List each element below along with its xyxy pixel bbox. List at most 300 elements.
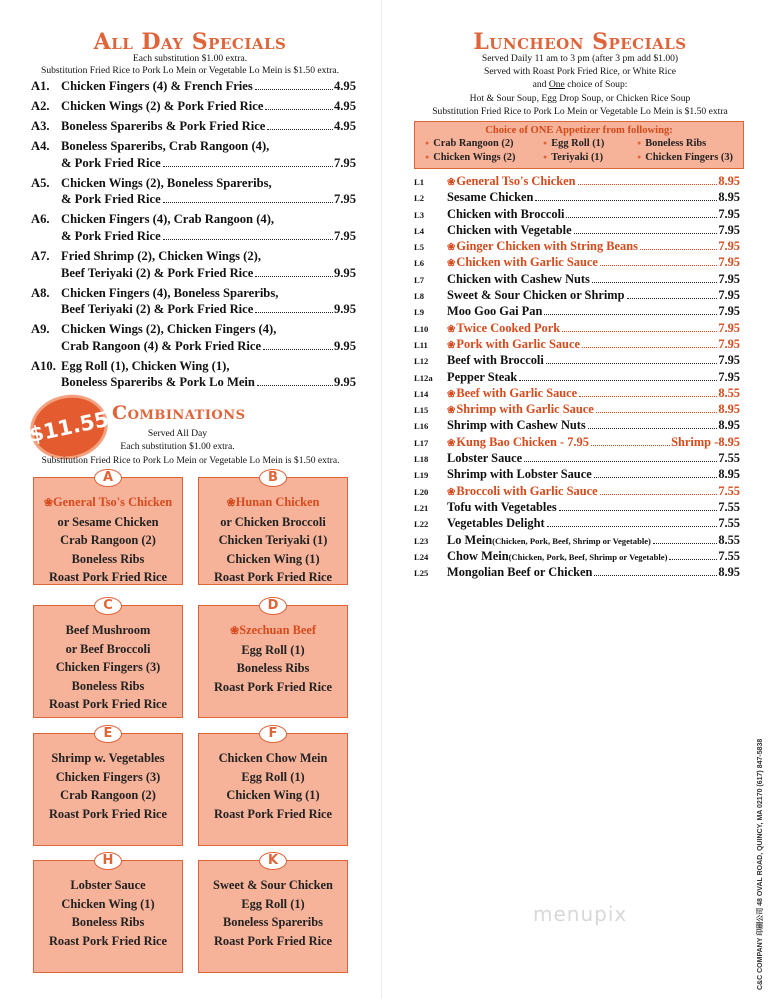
item-name: Chicken with Broccoli: [447, 206, 565, 221]
item-code: L5: [414, 242, 425, 253]
luncheon-item: [414, 190, 740, 206]
combo-item: Roast Pork Fried Rice: [48, 570, 168, 585]
item-text: [61, 211, 356, 244]
combo-item: Egg Roll (1): [241, 642, 305, 657]
item-name: Sesame Chicken: [447, 190, 534, 205]
combination-price: $11.55: [26, 406, 112, 448]
item-text: [447, 533, 740, 548]
combo-line: [34, 913, 182, 932]
item-name: Beef Teriyaki (2) & Pork Fried Rice: [61, 302, 254, 317]
item-text: [61, 358, 356, 391]
item-text: [447, 255, 740, 270]
all-day-item: [31, 138, 356, 171]
combo-line: [199, 768, 347, 787]
combo-line: [34, 895, 182, 914]
combo-letter: K: [259, 852, 287, 870]
item-code: L11: [414, 339, 428, 350]
item-line: [61, 191, 356, 208]
item-line: [61, 301, 356, 318]
dot-leader: [574, 233, 718, 234]
combo-line: [199, 621, 347, 641]
item-text: [447, 565, 740, 580]
item-price: 8.95: [718, 418, 740, 433]
item-line: [61, 228, 356, 245]
item-options: (Chicken, Pork, Beef, Shrimp or Vegetable): [508, 551, 668, 562]
dot-leader: [594, 477, 718, 478]
combo-box-e: [33, 726, 183, 846]
item-text: [61, 175, 356, 208]
dot-leader: [653, 543, 717, 544]
item-code: L23: [414, 535, 429, 546]
item-name: Lobster Sauce: [447, 451, 523, 466]
item-price: 7.55: [718, 451, 740, 466]
item-code: A7.: [31, 249, 50, 264]
dot-leader: [263, 349, 333, 350]
luncheon-item: [414, 207, 740, 223]
luncheon-item: [414, 304, 740, 320]
item-price: 8.95: [718, 190, 740, 205]
dot-leader: [600, 265, 717, 266]
combo-line: [34, 749, 182, 768]
item-name: Boneless Spareribs & Pork Lo Mein: [61, 375, 255, 390]
dot-leader: [627, 298, 718, 299]
luncheon-item: [414, 223, 740, 239]
item-name: & Pork Fried Rice: [61, 228, 161, 243]
combo-item: Crab Rangoon (2): [60, 533, 156, 548]
appetizer-option: ● Teriyaki (1): [543, 151, 637, 165]
item-price: 7.95: [718, 239, 740, 254]
luncheon-item: [414, 288, 740, 304]
combo-item: Egg Roll (1): [241, 769, 305, 784]
combo-letter: D: [259, 597, 287, 615]
item-price: 4.95: [333, 79, 356, 93]
item-name: Chicken Wings (2), Chicken Fingers (4),: [61, 322, 277, 337]
item-code: L12a: [414, 372, 433, 383]
luncheon-item: [414, 565, 740, 581]
all-day-sub1: Each substitution $1.00 extra.: [132, 53, 248, 64]
combinations-title: Combinations: [112, 402, 246, 424]
item-name: Beef with Broccoli: [447, 353, 544, 368]
combo-line: [34, 550, 182, 569]
combo-line: [199, 513, 347, 532]
dot-leader: [255, 312, 333, 313]
luncheon-item: [414, 402, 740, 418]
item-code: L15: [414, 405, 429, 416]
item-name: Chicken Fingers (4), Boneless Spareribs,: [61, 285, 279, 300]
luncheon-title: Luncheon Specials: [473, 29, 687, 55]
dot-leader: [255, 276, 333, 277]
dot-leader: [669, 559, 717, 560]
item-code: A10.: [31, 358, 56, 373]
item-code: A3.: [31, 119, 50, 134]
hot-spicy-icon: ❀: [447, 486, 456, 498]
appetizer-option: ● Chicken Wings (2): [425, 151, 543, 165]
item-code: A4.: [31, 139, 50, 154]
item-text: [447, 337, 740, 352]
combinations-sub3: Substitution Fried Rice to Pork Lo Mein or Vegetable Lo Mein is $1.50 extra.: [41, 455, 340, 466]
combo-line: [199, 550, 347, 569]
all-day-item: [31, 321, 356, 354]
item-name: Beef Teriyaki (2) & Pork Fried Rice: [61, 265, 254, 280]
combo-item: Boneless Ribs: [71, 915, 145, 930]
item-price: 7.95: [718, 271, 740, 286]
item-text: [447, 272, 740, 287]
item-line: [61, 138, 356, 155]
all-day-item: [31, 248, 356, 281]
item-name: Egg Roll (1), Chicken Wing (1),: [61, 358, 230, 373]
combo-item: Beef Mushroom: [65, 623, 151, 637]
item-text: [447, 321, 740, 336]
item-code: L6: [414, 258, 425, 269]
hot-spicy-icon: ❀: [447, 388, 456, 400]
dot-leader: [588, 428, 718, 429]
item-price: 7.95: [333, 155, 356, 170]
hot-spicy-icon: ❀: [447, 177, 456, 188]
combo-line: [34, 568, 182, 587]
combo-box-b: [198, 470, 348, 585]
item-price: 7.95: [718, 206, 740, 221]
combo-item: Crab Rangoon (2): [60, 788, 156, 803]
item-text: [61, 98, 356, 115]
appetizer-option: ● Egg Roll (1): [543, 137, 637, 151]
combo-line: [199, 659, 347, 678]
item-name: Shrimp with Lobster Sauce: [447, 467, 592, 482]
item-price: 7.95: [333, 228, 356, 243]
combo-line: [199, 749, 347, 768]
item-price: 7.95: [718, 369, 740, 384]
all-day-item: [31, 175, 356, 208]
item-price: 7.55: [718, 516, 740, 531]
item-name: Lo Mein: [447, 532, 493, 547]
combo-line: [34, 768, 182, 787]
item-price: 8.95: [718, 467, 740, 482]
combo-item: Boneless Ribs: [71, 678, 145, 693]
combo-line: [199, 678, 347, 697]
dot-leader: [547, 526, 718, 527]
item-name: Chicken Fingers (4), Crab Rangoon (4),: [61, 212, 275, 227]
combo-item: Shrimp w. Vegetables: [51, 751, 165, 765]
item-name: Moo Goo Gai Pan: [447, 304, 543, 319]
item-name: Boneless Spareribs, Crab Rangoon (4),: [61, 139, 270, 154]
dot-leader: [163, 202, 333, 203]
item-name: Chicken Wings (2) & Pork Fried Rice: [61, 99, 264, 114]
combo-item: Lobster Sauce: [70, 878, 146, 892]
combo-line: [34, 932, 182, 951]
combo-box-k: [198, 853, 348, 973]
dot-leader: [544, 314, 717, 315]
item-line: [61, 118, 356, 135]
item-price: 9.95: [333, 302, 356, 317]
luncheon-item: [414, 484, 740, 500]
combo-item: General Tso's Chicken: [53, 495, 173, 509]
combo-line: [34, 658, 182, 677]
item-code: A6.: [31, 212, 50, 227]
luncheon-item: [414, 174, 740, 190]
combo-line: [34, 640, 182, 659]
item-line: [61, 175, 356, 192]
luncheon-item: [414, 370, 740, 386]
combo-line: [199, 913, 347, 932]
item-code: L16: [414, 421, 429, 432]
combo-item: Roast Pork Fried Rice: [213, 679, 333, 694]
luncheon-item: [414, 386, 740, 402]
all-day-item: [31, 118, 356, 135]
luncheon-item: [414, 533, 740, 549]
combo-line: [34, 531, 182, 550]
dot-leader: [257, 385, 333, 386]
all-day-item: [31, 285, 356, 318]
item-text: [447, 304, 740, 319]
item-text: [447, 402, 740, 417]
item-line: [61, 98, 356, 115]
all-day-item: [31, 211, 356, 244]
item-name: Beef with Garlic Sauce: [456, 385, 578, 400]
item-code: L10: [414, 323, 429, 334]
item-code: L4: [414, 225, 425, 236]
appetizer-option: ● Crab Rangoon (2): [425, 137, 543, 151]
item-name: Chicken with Garlic Sauce: [456, 255, 598, 270]
item-name: Chicken with Cashew Nuts: [447, 271, 590, 286]
combo-line: [34, 621, 182, 640]
item-text: [447, 451, 740, 466]
item-name: Tofu with Vegetables: [447, 499, 557, 514]
item-price: 7.55: [718, 483, 740, 498]
item-name: Shrimp with Cashew Nuts: [447, 418, 586, 433]
item-line: [61, 285, 356, 302]
item-name: Mongolian Beef or Chicken: [447, 565, 593, 580]
combination-price-badge: [28, 391, 110, 463]
item-code: A2.: [31, 99, 50, 114]
item-price: 9.95: [333, 338, 356, 353]
item-text: [447, 549, 740, 564]
appetizer-choice-box: [414, 121, 744, 169]
hot-spicy-icon: ❀: [226, 497, 236, 509]
luncheon-item: [414, 337, 740, 353]
combinations-sub2: Each substitution $1.00 extra.: [120, 441, 235, 452]
dot-leader: [519, 380, 717, 381]
luncheon-sub4: Hot & Sour Soup, Egg Drop Soup, or Chicken Rice Soup: [469, 93, 691, 104]
combo-line: [199, 805, 347, 824]
dot-leader: [255, 89, 333, 90]
dot-leader: [546, 363, 718, 364]
combo-item: Boneless Ribs: [71, 551, 145, 566]
combo-item: Chicken Fingers (3): [55, 660, 161, 675]
all-day-sub2: Substitution Fried Rice to Pork Lo Mein or Vegetable Lo Mein is $1.50 extra.: [41, 65, 339, 76]
combo-item: Chicken Wing (1): [226, 551, 320, 566]
item-price: 7.95: [333, 192, 356, 207]
all-day-item: [31, 358, 356, 391]
combo-item: Roast Pork Fried Rice: [213, 806, 333, 821]
luncheon-item: [414, 435, 740, 451]
soup-one-emphasis: One: [548, 79, 565, 90]
item-name: Sweet & Sour Chicken or Shrimp: [447, 288, 625, 303]
combo-letter: B: [259, 469, 287, 487]
dot-leader: [163, 239, 333, 240]
dot-leader: [566, 217, 717, 218]
item-text: [447, 190, 740, 205]
item-code: L7: [414, 274, 425, 285]
item-name: Twice Cooked Pork: [456, 320, 561, 335]
item-price: 7.95: [718, 222, 740, 237]
item-name: Crab Rangoon (4) & Pork Fried Rice: [61, 338, 262, 353]
combo-item: Chicken Wing (1): [226, 788, 320, 803]
dot-leader: [265, 109, 333, 110]
item-code: L24: [414, 551, 429, 562]
appetizer-choice-title: Choice of ONE Appetizer from following:: [485, 125, 673, 136]
item-name: General Tso's Chicken: [456, 174, 576, 188]
luncheon-item: [414, 239, 740, 255]
luncheon-list: [414, 174, 740, 581]
item-price: 7.95: [718, 304, 740, 319]
combo-item: Egg Roll (1): [241, 896, 305, 911]
luncheon-item: [414, 451, 740, 467]
combo-box-f: [198, 726, 348, 846]
dot-leader: [163, 166, 333, 167]
combo-line: [34, 805, 182, 824]
item-line: [61, 338, 356, 355]
combo-letter: A: [94, 469, 122, 487]
dot-leader: [559, 510, 718, 511]
item-code: L8: [414, 291, 425, 302]
luncheon-item: [414, 255, 740, 271]
combo-item: Hunan Chicken: [235, 495, 320, 509]
item-name: & Pork Fried Rice: [61, 155, 161, 170]
item-code: A8.: [31, 285, 50, 300]
item-name: Pork with Garlic Sauce: [456, 336, 580, 351]
combo-line: [34, 677, 182, 696]
item-price: 7.95: [718, 353, 740, 368]
combo-line: [199, 786, 347, 805]
combo-item: or Sesame Chicken: [57, 514, 159, 529]
item-code: L17: [414, 437, 429, 448]
menupix-watermark: menupix: [533, 902, 628, 926]
item-line: [61, 248, 356, 265]
dot-leader: [578, 184, 718, 185]
item-text: [447, 467, 740, 482]
luncheon-item: [414, 467, 740, 483]
combo-item: or Chicken Broccoli: [220, 514, 326, 529]
luncheon-sub1: Served Daily 11 am to 3 pm (after 3 pm add $1.00): [481, 53, 679, 64]
item-code: A5.: [31, 175, 50, 190]
item-text: [447, 353, 740, 368]
dot-leader: [562, 331, 717, 332]
combo-line: [199, 895, 347, 914]
page-divider: [381, 0, 382, 999]
combo-line: [34, 786, 182, 805]
item-price: 7.95: [718, 255, 740, 270]
hot-spicy-icon: ❀: [447, 258, 456, 270]
luncheon-item: [414, 418, 740, 434]
item-code: L22: [414, 519, 429, 530]
dot-leader: [596, 412, 718, 413]
item-code: L21: [414, 502, 429, 513]
item-price: 8.95: [718, 402, 740, 417]
combo-item: Roast Pork Fried Rice: [48, 806, 168, 821]
item-text: [447, 223, 740, 238]
item-line: [61, 358, 356, 375]
combinations-sub1: Served All Day: [147, 428, 208, 439]
appetizer-options: [415, 137, 743, 165]
hot-spicy-icon: ❀: [230, 625, 240, 637]
item-text: [447, 207, 740, 222]
item-price: 4.95: [333, 119, 356, 134]
item-price: 7.95: [718, 336, 740, 351]
item-name: Broccoli with Garlic Sauce: [456, 483, 598, 498]
all-day-item: [31, 78, 356, 95]
dot-leader: [582, 347, 717, 348]
combo-letter: E: [94, 725, 122, 743]
item-price: 7.95: [718, 288, 740, 303]
item-name: Chicken Fingers (4) & French Fries: [61, 79, 253, 93]
combo-box-a: [33, 470, 183, 585]
dot-leader: [591, 445, 670, 446]
combo-item: Boneless Ribs: [236, 661, 310, 676]
appetizer-option: ● Boneless Ribs: [637, 137, 749, 151]
item-price: 8.95: [718, 434, 740, 449]
all-day-title: All Day Specials: [93, 29, 287, 55]
item-text: [447, 239, 740, 254]
item-line: [61, 211, 356, 228]
combo-item: Chicken Chow Mein: [218, 751, 328, 765]
dot-leader: [524, 461, 717, 462]
hot-spicy-icon: ❀: [447, 242, 456, 254]
luncheon-item: [414, 549, 740, 565]
combo-line: [199, 876, 347, 895]
item-text: [447, 174, 740, 189]
item-text: [61, 118, 356, 135]
item-price: 8.55: [718, 385, 740, 400]
combo-item: or Beef Broccoli: [65, 641, 151, 656]
combo-item: Boneless Spareribs: [223, 915, 323, 930]
dot-leader: [640, 249, 717, 250]
item-price: 4.95: [333, 99, 356, 114]
all-day-list: [31, 78, 356, 391]
combo-line: [34, 493, 182, 513]
item-text: [61, 321, 356, 354]
combo-box-c: [33, 598, 183, 718]
item-text: [61, 285, 356, 318]
dot-leader: [592, 282, 717, 283]
item-name: Kung Bao Chicken - 7.95: [456, 434, 589, 449]
item-options: (Chicken, Pork, Beef, Shrimp or Vegetable): [492, 535, 651, 546]
combo-item: Roast Pork Fried Rice: [48, 933, 168, 948]
combo-item: Roast Pork Fried Rice: [213, 933, 333, 948]
item-name: Fried Shrimp (2), Chicken Wings (2),: [61, 249, 261, 264]
item-name: Chow Mein: [447, 548, 509, 563]
all-day-item: [31, 98, 356, 115]
luncheon-item: [414, 353, 740, 369]
combo-letter: H: [94, 852, 122, 870]
printer-credit: C&C COMPANY 印刷公司 48 OVAL ROAD, QUINCY, MA 02170 (617) 847-5838: [757, 738, 764, 990]
combo-line: [199, 493, 347, 513]
luncheon-sub5: Substitution Fried Rice to Pork Lo Mein or Vegetable Lo Mein is $1.50 extra: [432, 106, 728, 117]
item-code: L14: [414, 388, 429, 399]
combo-line: [199, 568, 347, 587]
luncheon-sub2: Served with Roast Pork Fried Rice, or White Rice: [484, 66, 676, 77]
combo-box-h: [33, 853, 183, 973]
dot-leader: [579, 396, 717, 397]
dot-leader: [594, 575, 717, 576]
item-line: [61, 78, 356, 95]
combo-item: Szechuan Beef: [239, 623, 316, 637]
appetizer-option: ● Chicken Fingers (3): [637, 151, 749, 165]
item-price: 8.55: [718, 532, 740, 547]
item-price: 7.55: [718, 548, 740, 563]
item-name: & Pork Fried Rice: [61, 192, 161, 207]
item-text: [447, 386, 740, 401]
combo-box-d: [198, 598, 348, 718]
item-line: [61, 374, 356, 391]
